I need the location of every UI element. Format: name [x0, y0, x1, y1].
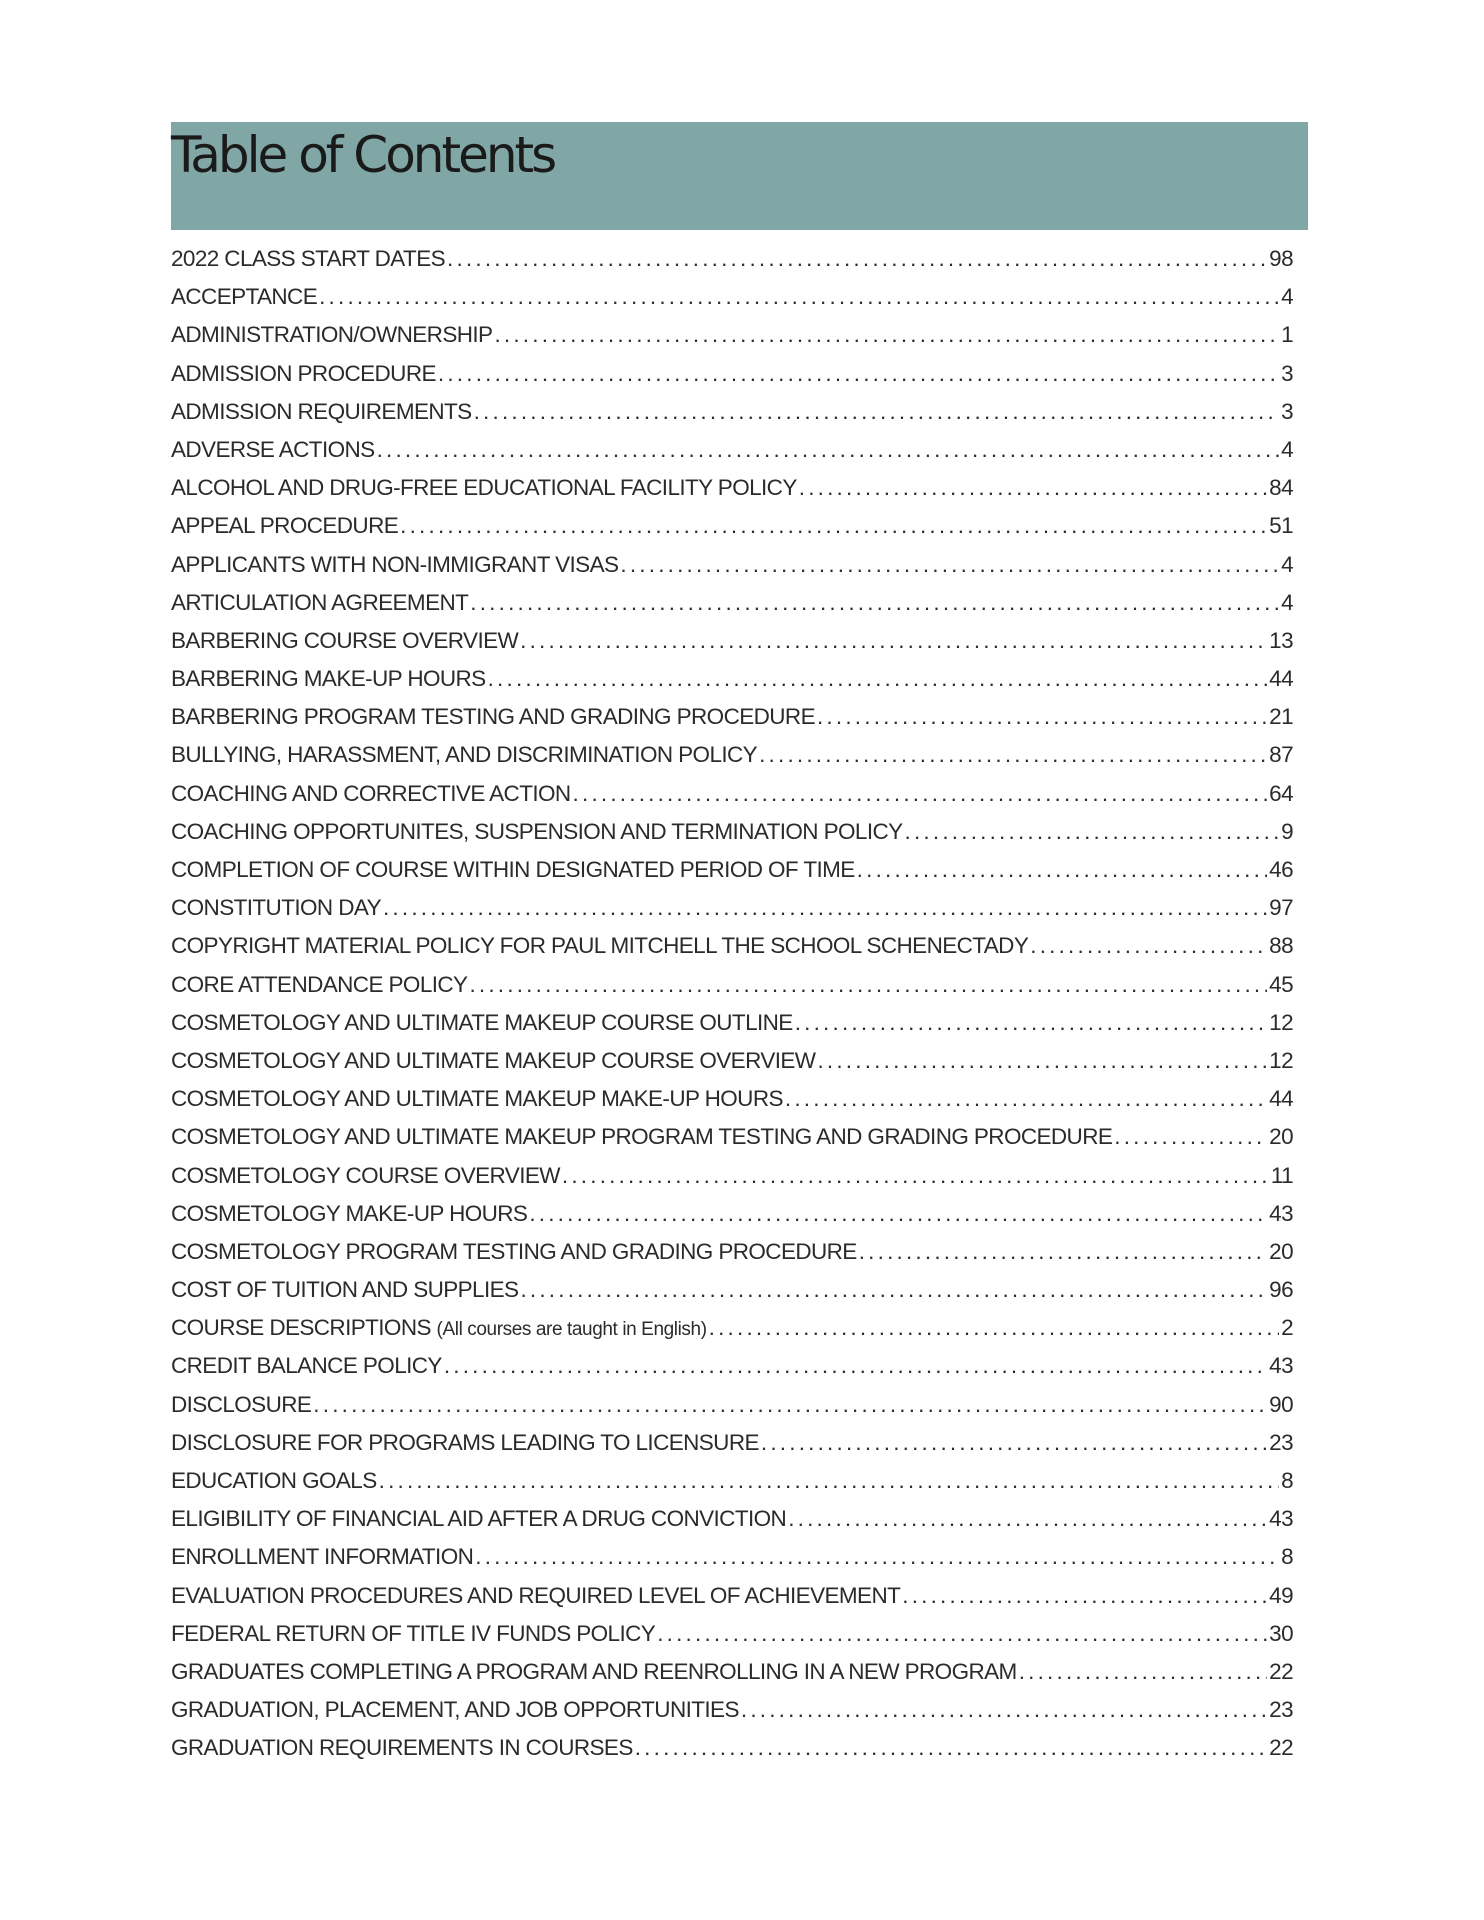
toc-entry-title: 2022 CLASS START DATES: [171, 246, 446, 271]
toc-entry-page: 96: [1269, 1277, 1293, 1303]
dot-leader: [1114, 1118, 1267, 1156]
toc-entry[interactable]: [171, 698, 1293, 736]
toc-entry-page: 88: [1269, 933, 1293, 959]
toc-entry-title: ADMISSION PROCEDURE: [171, 360, 436, 386]
toc-entry-label: [171, 1233, 857, 1271]
toc-entry-label: [171, 1347, 442, 1385]
toc-entry[interactable]: [171, 278, 1293, 316]
toc-entry-page: 4: [1281, 284, 1293, 310]
toc-entry-page: 9: [1281, 818, 1293, 844]
toc-entry-label: [171, 1157, 560, 1195]
toc-entry-title: GRADUATION, PLACEMENT, AND JOB OPPORTUNITIES: [171, 1697, 739, 1723]
toc-entry-page: 98: [1269, 246, 1293, 271]
toc-entry-title: ADVERSE ACTIONS: [171, 436, 375, 462]
toc-entry-label: [171, 1538, 473, 1576]
toc-entry-title: COACHING AND CORRECTIVE ACTION: [171, 780, 571, 806]
toc-entry-label: [171, 1080, 783, 1118]
toc-entry-page: 84: [1269, 475, 1293, 501]
toc-entry-label: [171, 393, 472, 431]
toc-entry-label: [171, 1309, 707, 1347]
toc-entry-page: 46: [1269, 857, 1293, 882]
dot-leader: [785, 1080, 1267, 1118]
dot-leader: [470, 584, 1279, 622]
dot-leader: [761, 1424, 1267, 1462]
toc-entry[interactable]: [171, 736, 1293, 774]
toc-entry-title: FEDERAL RETURN OF TITLE IV FUNDS POLICY: [171, 1620, 656, 1646]
toc-entry-page: 44: [1269, 1086, 1293, 1112]
toc-entry-page: 2: [1281, 1315, 1293, 1341]
toc-entry-page: 22: [1269, 1735, 1293, 1761]
dot-leader: [657, 1615, 1267, 1653]
toc-entry-page: 21: [1269, 704, 1293, 730]
toc-entry-page: 44: [1269, 666, 1293, 692]
toc-entry[interactable]: [171, 1271, 1293, 1309]
dot-leader: [313, 1386, 1267, 1424]
dot-leader: [447, 240, 1267, 278]
toc-entry-title: COPYRIGHT MATERIAL POLICY FOR PAUL MITCHELL THE SCHOOL SCHENECTADY: [171, 933, 1029, 959]
toc-entry[interactable]: [171, 1118, 1293, 1156]
toc-entry-label: [171, 1691, 739, 1729]
toc-entry-label: [171, 1118, 1112, 1156]
toc-entry-page: 30: [1269, 1620, 1293, 1646]
toc-entry-title: CREDIT BALANCE POLICY: [171, 1353, 442, 1379]
toc-entry-title: BULLYING, HARASSMENT, AND DISCRIMINATION POLICY: [171, 742, 758, 768]
toc-entry-title: COACHING OPPORTUNITES, SUSPENSION AND TERMINATION POLICY: [171, 818, 903, 844]
dot-leader: [562, 1157, 1269, 1195]
toc-entry[interactable]: [171, 1309, 1293, 1347]
toc-entry[interactable]: [171, 851, 1293, 889]
dot-leader: [529, 1195, 1267, 1233]
dot-leader: [573, 775, 1268, 813]
toc-entry[interactable]: [171, 1691, 1293, 1729]
toc-entry-label: [171, 660, 486, 698]
dot-leader: [319, 278, 1279, 316]
toc-entry-title: COSMETOLOGY PROGRAM TESTING AND GRADING PROCEDURE: [171, 1238, 857, 1264]
toc-entry-title: ARTICULATION AGREEMENT: [171, 589, 469, 615]
toc-entry-label: [171, 1042, 815, 1080]
toc-entry-title: COURSE DESCRIPTIONS: [171, 1315, 431, 1341]
dot-leader: [799, 469, 1267, 507]
toc-entry-label: [171, 316, 492, 354]
toc-entry-note: (All courses are taught in English): [436, 1319, 707, 1341]
toc-entry-page: 43: [1269, 1353, 1293, 1379]
toc-entry-page: 20: [1269, 1124, 1293, 1150]
toc-entry-page: 90: [1269, 1391, 1293, 1417]
toc-entry-label: [171, 240, 445, 278]
toc-entry[interactable]: [171, 1615, 1293, 1653]
toc-entry[interactable]: [171, 1195, 1293, 1233]
toc-entry[interactable]: [171, 1080, 1293, 1118]
toc-entry-label: [171, 278, 317, 316]
toc-entry[interactable]: [171, 546, 1293, 584]
toc-entry-label: [171, 813, 903, 851]
toc-entry-page: 13: [1269, 627, 1293, 653]
dot-leader: [520, 622, 1267, 660]
toc-entry[interactable]: [171, 966, 1293, 1004]
toc-entry-title: EDUCATION GOALS: [171, 1468, 377, 1493]
toc-entry[interactable]: [171, 1500, 1293, 1538]
toc-entry-label: [171, 1615, 655, 1653]
dot-leader: [475, 1538, 1279, 1576]
page-title: Table of Contents: [171, 126, 555, 184]
toc-entry-label: [171, 851, 855, 889]
toc-entry-title: COSMETOLOGY AND ULTIMATE MAKEUP COURSE OUTLINE: [171, 1009, 793, 1035]
toc-entry-label: [171, 355, 436, 393]
toc-entry-title: COMPLETION OF COURSE WITHIN DESIGNATED PERIOD OF TIME: [171, 857, 855, 882]
dot-leader: [817, 1042, 1267, 1080]
toc-entry[interactable]: [171, 660, 1293, 698]
dot-leader: [1030, 927, 1267, 965]
toc-entry-page: 8: [1281, 1544, 1293, 1570]
toc-entry-page: 20: [1269, 1238, 1293, 1264]
toc-entry-label: [171, 1653, 1017, 1691]
dot-leader: [377, 431, 1280, 469]
dot-leader: [859, 1233, 1267, 1271]
toc-entry-title: DISCLOSURE: [171, 1391, 312, 1417]
toc-entry-page: 3: [1281, 398, 1293, 424]
toc-entry-label: [171, 1729, 633, 1767]
toc-entry-page: 12: [1269, 1047, 1293, 1073]
dot-leader: [1019, 1653, 1267, 1691]
toc-entry-title: ALCOHOL AND DRUG-FREE EDUCATIONAL FACILITY POLICY: [171, 475, 797, 501]
toc-entry[interactable]: [171, 469, 1293, 507]
toc-entry[interactable]: [171, 889, 1293, 927]
dot-leader: [905, 813, 1280, 851]
toc-entry-title: COSMETOLOGY COURSE OVERVIEW: [171, 1162, 560, 1188]
toc-entry-page: 49: [1269, 1582, 1293, 1608]
dot-leader: [488, 660, 1268, 698]
toc-entry-label: [171, 1500, 786, 1538]
toc-entry[interactable]: [171, 393, 1293, 431]
toc-entry-title: BARBERING PROGRAM TESTING AND GRADING PROCEDURE: [171, 704, 815, 730]
toc-entry[interactable]: [171, 1424, 1293, 1462]
toc-entry[interactable]: [171, 1004, 1293, 1042]
toc-entry-page: 97: [1269, 895, 1293, 921]
toc-entry[interactable]: [171, 431, 1293, 469]
toc-entry[interactable]: [171, 1157, 1293, 1195]
dot-leader: [444, 1347, 1267, 1385]
toc-entry-title: BARBERING COURSE OVERVIEW: [171, 627, 519, 653]
toc-entry[interactable]: [171, 813, 1293, 851]
toc-entry-page: 11: [1270, 1162, 1293, 1188]
toc-entry[interactable]: [171, 927, 1293, 965]
dot-leader: [494, 316, 1279, 354]
toc-entry[interactable]: [171, 1233, 1293, 1271]
toc-entry-title: ADMISSION REQUIREMENTS: [171, 398, 472, 424]
dot-leader: [383, 889, 1267, 927]
toc-entry-page: 1: [1281, 322, 1293, 348]
toc-entry-title: GRADUATES COMPLETING A PROGRAM AND REENROLLING IN A NEW PROGRAM: [171, 1658, 1017, 1684]
toc-entry-label: [171, 546, 618, 584]
toc-entry[interactable]: [171, 1462, 1293, 1500]
toc-entry-label: [171, 1271, 518, 1309]
toc-entry-title: EVALUATION PROCEDURES AND REQUIRED LEVEL OF ACHIEVEMENT: [171, 1582, 901, 1608]
toc-entry-label: [171, 1577, 900, 1615]
dot-leader: [379, 1462, 1279, 1500]
toc-entry-page: 64: [1269, 780, 1293, 806]
dot-leader: [857, 851, 1268, 889]
dot-leader: [709, 1309, 1279, 1347]
toc-entry[interactable]: [171, 1577, 1293, 1615]
toc-entry[interactable]: [171, 1347, 1293, 1385]
toc-entry[interactable]: [171, 622, 1293, 660]
toc-entry-title: CORE ATTENDANCE POLICY: [171, 971, 468, 997]
toc-entry-title: COSMETOLOGY MAKE-UP HOURS: [171, 1200, 528, 1226]
toc-entry-title: APPEAL PROCEDURE: [171, 513, 399, 539]
toc-entry[interactable]: [171, 507, 1293, 545]
toc-entry-label: [171, 431, 375, 469]
toc-entry-page: 87: [1269, 742, 1293, 768]
toc-entry-title: COST OF TUITION AND SUPPLIES: [171, 1277, 519, 1303]
toc-entry-title: COSMETOLOGY AND ULTIMATE MAKEUP MAKE-UP HOURS: [171, 1086, 783, 1112]
dot-leader: [469, 966, 1267, 1004]
toc-entry[interactable]: [171, 355, 1293, 393]
dot-leader: [741, 1691, 1267, 1729]
toc-entry[interactable]: [171, 240, 1293, 278]
toc-entry-page: 51: [1269, 513, 1293, 539]
toc-entry-page: 23: [1269, 1429, 1293, 1455]
toc-entry-title: CONSTITUTION DAY: [171, 895, 381, 921]
toc-entry-title: BARBERING MAKE-UP HOURS: [171, 666, 486, 692]
toc-entry-page: 45: [1269, 971, 1293, 997]
toc-entry-page: 3: [1281, 360, 1293, 386]
toc-entry-title: COSMETOLOGY AND ULTIMATE MAKEUP COURSE OVERVIEW: [171, 1047, 816, 1073]
title-band: [171, 122, 1308, 230]
toc-entry-label: [171, 927, 1028, 965]
dot-leader: [474, 393, 1279, 431]
toc-entry-label: [171, 775, 571, 813]
dot-leader: [635, 1729, 1267, 1767]
dot-leader: [817, 698, 1267, 736]
toc-entry-page: 4: [1281, 551, 1293, 577]
toc-entry-label: [171, 507, 398, 545]
toc-entry-title: ACCEPTANCE: [171, 284, 318, 310]
toc-entry[interactable]: [171, 1386, 1293, 1424]
toc-entry-page: 4: [1281, 436, 1293, 462]
toc-entry-page: 43: [1269, 1200, 1293, 1226]
toc-list: [171, 240, 1293, 1768]
dot-leader: [438, 355, 1279, 393]
dot-leader: [902, 1577, 1267, 1615]
toc-entry-label: [171, 966, 467, 1004]
toc-entry-label: [171, 622, 518, 660]
dot-leader: [620, 546, 1279, 584]
toc-entry[interactable]: [171, 1653, 1293, 1691]
toc-entry-label: [171, 584, 468, 622]
toc-entry[interactable]: [171, 584, 1293, 622]
toc-entry-label: [171, 1195, 527, 1233]
toc-entry-title: GRADUATION REQUIREMENTS IN COURSES: [171, 1735, 633, 1761]
dot-leader: [400, 507, 1267, 545]
toc-entry-title: ELIGIBILITY OF FINANCIAL AID AFTER A DRUG CONVICTION: [171, 1506, 787, 1532]
toc-entry-page: 8: [1281, 1468, 1293, 1493]
toc-entry-title: APPLICANTS WITH NON-IMMIGRANT VISAS: [171, 551, 619, 577]
toc-entry[interactable]: [171, 1042, 1293, 1080]
toc-entry-label: [171, 1004, 793, 1042]
toc-entry[interactable]: [171, 1729, 1293, 1767]
toc-entry-page: 12: [1269, 1009, 1293, 1035]
toc-entry-label: [171, 889, 381, 927]
toc-entry-label: [171, 1462, 377, 1500]
dot-leader: [759, 736, 1267, 774]
toc-entry[interactable]: [171, 1538, 1293, 1576]
toc-entry-title: COSMETOLOGY AND ULTIMATE MAKEUP PROGRAM TESTING AND GRADING PROCEDURE: [171, 1124, 1113, 1150]
toc-entry-title: DISCLOSURE FOR PROGRAMS LEADING TO LICENSURE: [171, 1429, 759, 1455]
toc-entry-label: [171, 698, 815, 736]
toc-entry-title: ENROLLMENT INFORMATION: [171, 1544, 474, 1570]
toc-entry-page: 4: [1281, 589, 1293, 615]
toc-entry-label: [171, 469, 797, 507]
dot-leader: [520, 1271, 1267, 1309]
toc-entry[interactable]: [171, 775, 1293, 813]
toc-entry-label: [171, 1424, 759, 1462]
toc-entry-title: ADMINISTRATION/OWNERSHIP: [171, 322, 493, 348]
toc-entry-label: [171, 736, 757, 774]
dot-leader: [795, 1004, 1267, 1042]
toc-entry-page: 22: [1269, 1658, 1293, 1684]
toc-entry-page: 23: [1269, 1697, 1293, 1723]
dot-leader: [788, 1500, 1267, 1538]
toc-entry-page: 43: [1269, 1506, 1293, 1532]
toc-entry[interactable]: [171, 316, 1293, 354]
toc-entry-label: [171, 1386, 311, 1424]
